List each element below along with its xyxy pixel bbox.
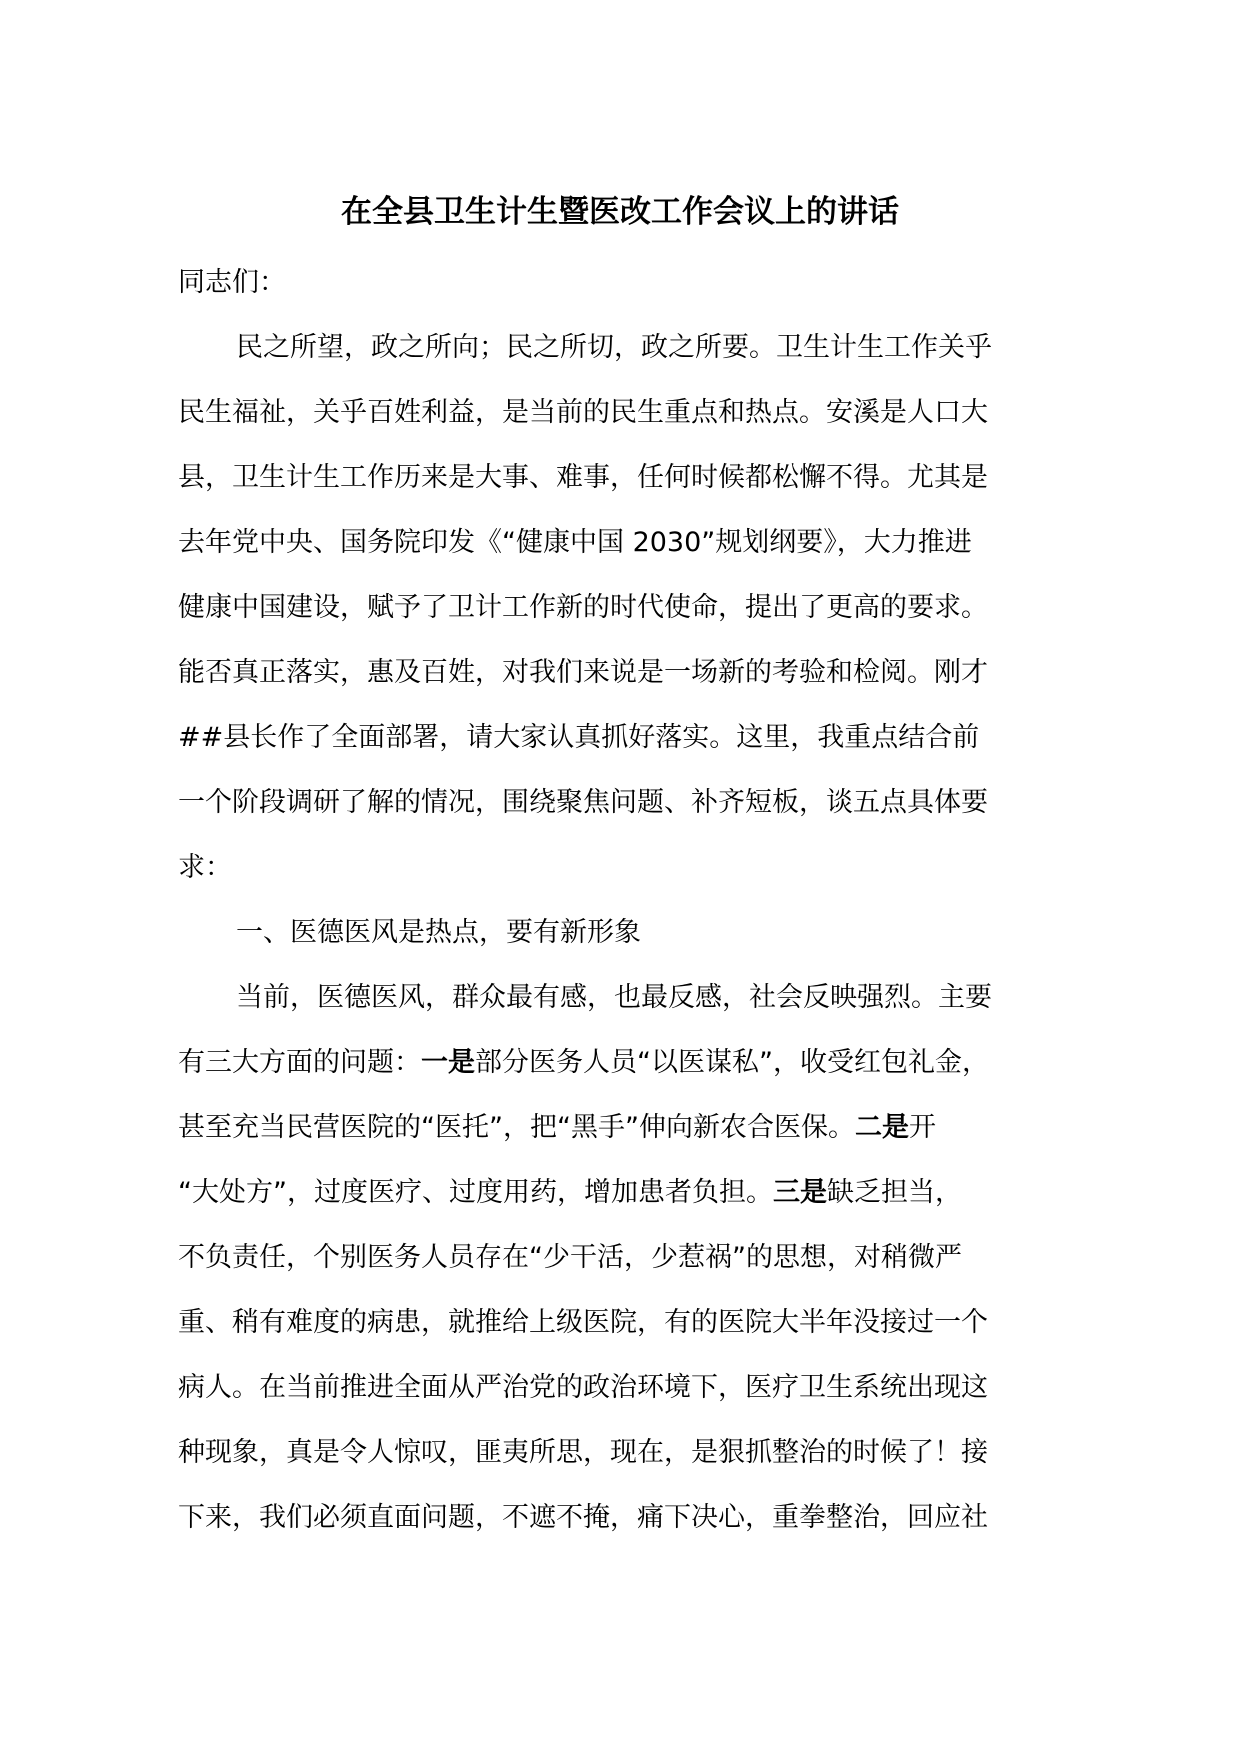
- paragraph-line: 种现象，真是令人惊叹，匪夷所思，现在，是狠抓整治的时候了！接: [178, 1437, 988, 1468]
- paragraph-line: 不负责任，个别医务人员存在“少干活，少惹祸”的思想，对稍微严: [178, 1242, 962, 1273]
- paragraph-line: [178, 1030, 1078, 1095]
- document-body: [178, 250, 1078, 1550]
- paragraph-line: 民之所望，政之所向；民之所切，政之所要。卫生计生工作关乎: [236, 332, 992, 363]
- emphasis-text: 二是: [854, 1112, 909, 1143]
- paragraph-line: ##县长作了全面部署，请大家认真抓好落实。这里，我重点结合前: [178, 722, 980, 753]
- salutation: 同志们：: [178, 267, 286, 298]
- paragraph-line: 病人。在当前推进全面从严治党的政治环境下，医疗卫生系统出现这: [178, 1372, 988, 1403]
- line-text: 部分医务人员“以医谋私”，收受红包礼金，: [475, 1047, 989, 1078]
- paragraph-line: 下来，我们必须直面问题，不遮不掩，痛下决心，重拳整治，回应社: [178, 1502, 988, 1533]
- emphasis-text: 三是: [772, 1177, 827, 1208]
- line-text: 缺乏担当，: [826, 1177, 962, 1208]
- line-text: 开: [908, 1112, 936, 1143]
- line-text: 甚至充当民营医院的“医托”，把“黑手”伸向新农合医保。: [178, 1112, 855, 1143]
- emphasis-text: 一是: [421, 1047, 475, 1078]
- paragraph-line: 民生福祉，关乎百姓利益，是当前的民生重点和热点。安溪是人口大: [178, 397, 988, 428]
- paragraph-line: [178, 1095, 1078, 1160]
- paragraph-line: [178, 1160, 1078, 1225]
- section-heading: 一、医德医风是热点，要有新形象: [236, 917, 641, 948]
- document-title: 在全县卫生计生暨医改工作会议上的讲话: [341, 194, 899, 230]
- paragraph-line: 健康中国建设，赋予了卫计工作新的时代使命，提出了更高的要求。: [178, 592, 988, 623]
- paragraph-line: 当前，医德医风，群众最有感，也最反感，社会反映强烈。主要: [236, 982, 992, 1013]
- paragraph-line: 能否真正落实，惠及百姓，对我们来说是一场新的考验和检阅。刚才: [178, 657, 988, 688]
- paragraph-line: 一个阶段调研了解的情况，围绕聚焦问题、补齐短板，谈五点具体要: [178, 787, 988, 818]
- line-text: “大处方”，过度医疗、过度用药，增加患者负担。: [178, 1177, 773, 1208]
- line-text: 有三大方面的问题：: [178, 1047, 421, 1078]
- paragraph-line: 去年党中央、国务院印发《“健康中国 2030”规划纲要》，大力推进: [178, 527, 972, 558]
- paragraph-line: 求：: [178, 852, 232, 883]
- paragraph-line: 县，卫生计生工作历来是大事、难事，任何时候都松懈不得。尤其是: [178, 462, 988, 493]
- paragraph-line: 重、稍有难度的病患，就推给上级医院，有的医院大半年没接过一个: [178, 1307, 988, 1338]
